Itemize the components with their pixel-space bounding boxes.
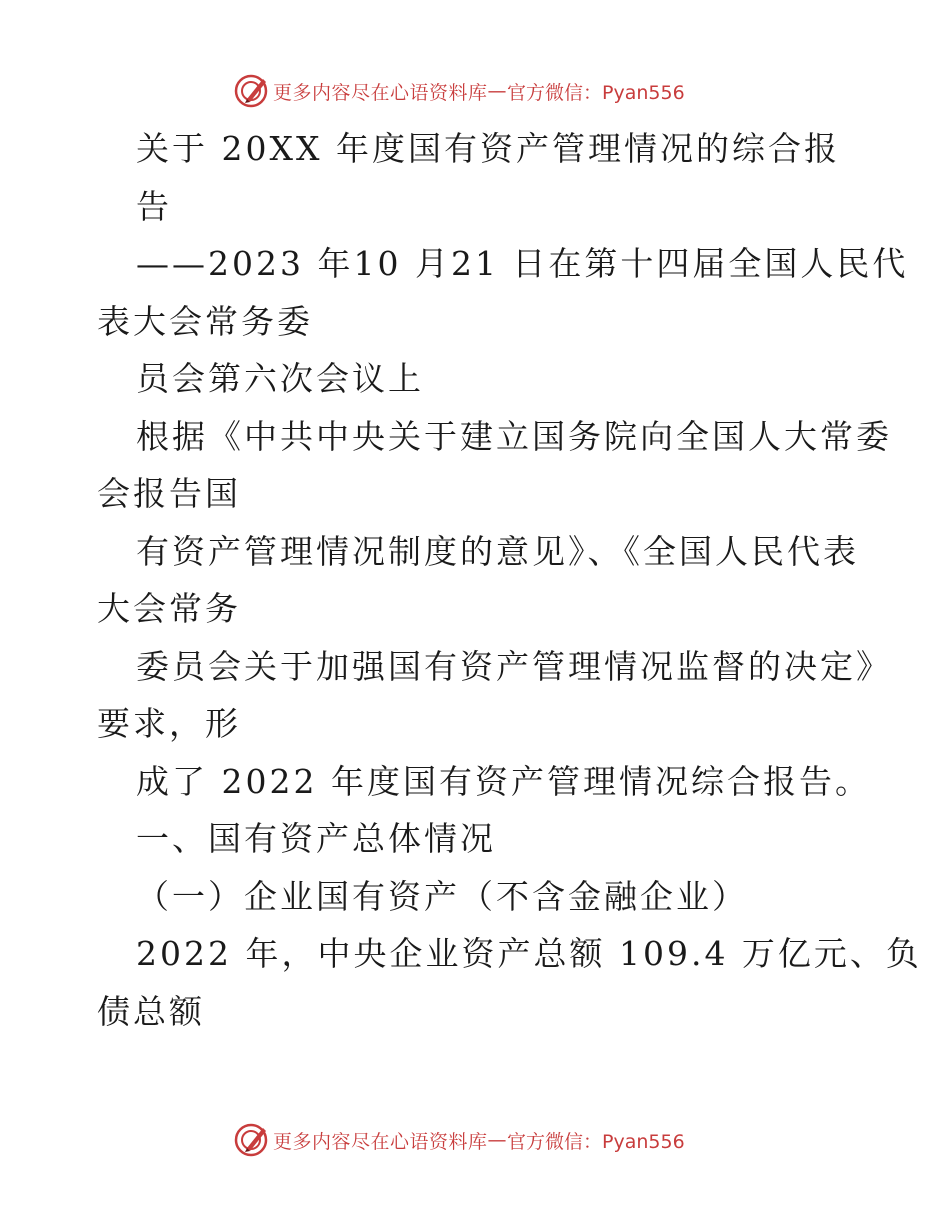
title-line-1: 关于 20XX 年度国有资产管理情况的综合报 <box>136 129 840 168</box>
section-heading: 一、国有资产总体情况 <box>136 819 496 858</box>
paragraph-line: 要求，形 <box>97 704 241 743</box>
subtitle-line-3: 员会第六次会议上 <box>136 359 424 398</box>
footer-banner <box>233 1120 685 1160</box>
subsection-heading: （一）企业国有资产（不含金融企业） <box>136 876 748 916</box>
banner-wechat: 官方微信：Pyan556 <box>507 81 685 104</box>
paragraph-line: 根据《中共中央关于建立国务院向全国人大常委 <box>136 416 892 456</box>
brand-logo-icon <box>233 73 269 109</box>
paragraph-line: 有资产管理情况制度的意见》、《全国人民代表 <box>136 531 859 571</box>
paragraph-line: 成了 2022 年度国有资产管理情况综合报告。 <box>136 761 871 801</box>
subtitle-line-1: ——2023 年10 月21 日在第十四届全国人民代 <box>136 244 909 283</box>
paragraph-line: 大会常务 <box>97 589 241 628</box>
banner-dash: — <box>487 80 508 102</box>
banner-text: 更多内容尽在心语资料库 <box>273 81 488 104</box>
paragraph-line: 2022 年，中央企业资产总额 109.4 万亿元、负 <box>136 934 922 973</box>
paragraph-line: 债总额 <box>97 991 205 1031</box>
banner-dash: — <box>487 1129 508 1151</box>
paragraph-line: 会报告国 <box>97 474 241 513</box>
banner-text: 更多内容尽在心语资料库 <box>273 1130 488 1153</box>
title-line-2: 告 <box>136 186 172 226</box>
paragraph-line: 委员会关于加强国有资产管理情况监督的决定》 <box>136 646 892 686</box>
brand-logo-icon <box>233 1122 269 1158</box>
subtitle-line-2: 表大会常务委 <box>97 301 313 341</box>
document-body <box>97 120 922 1040</box>
header-banner <box>233 71 685 111</box>
banner-wechat: 官方微信：Pyan556 <box>507 1130 685 1153</box>
